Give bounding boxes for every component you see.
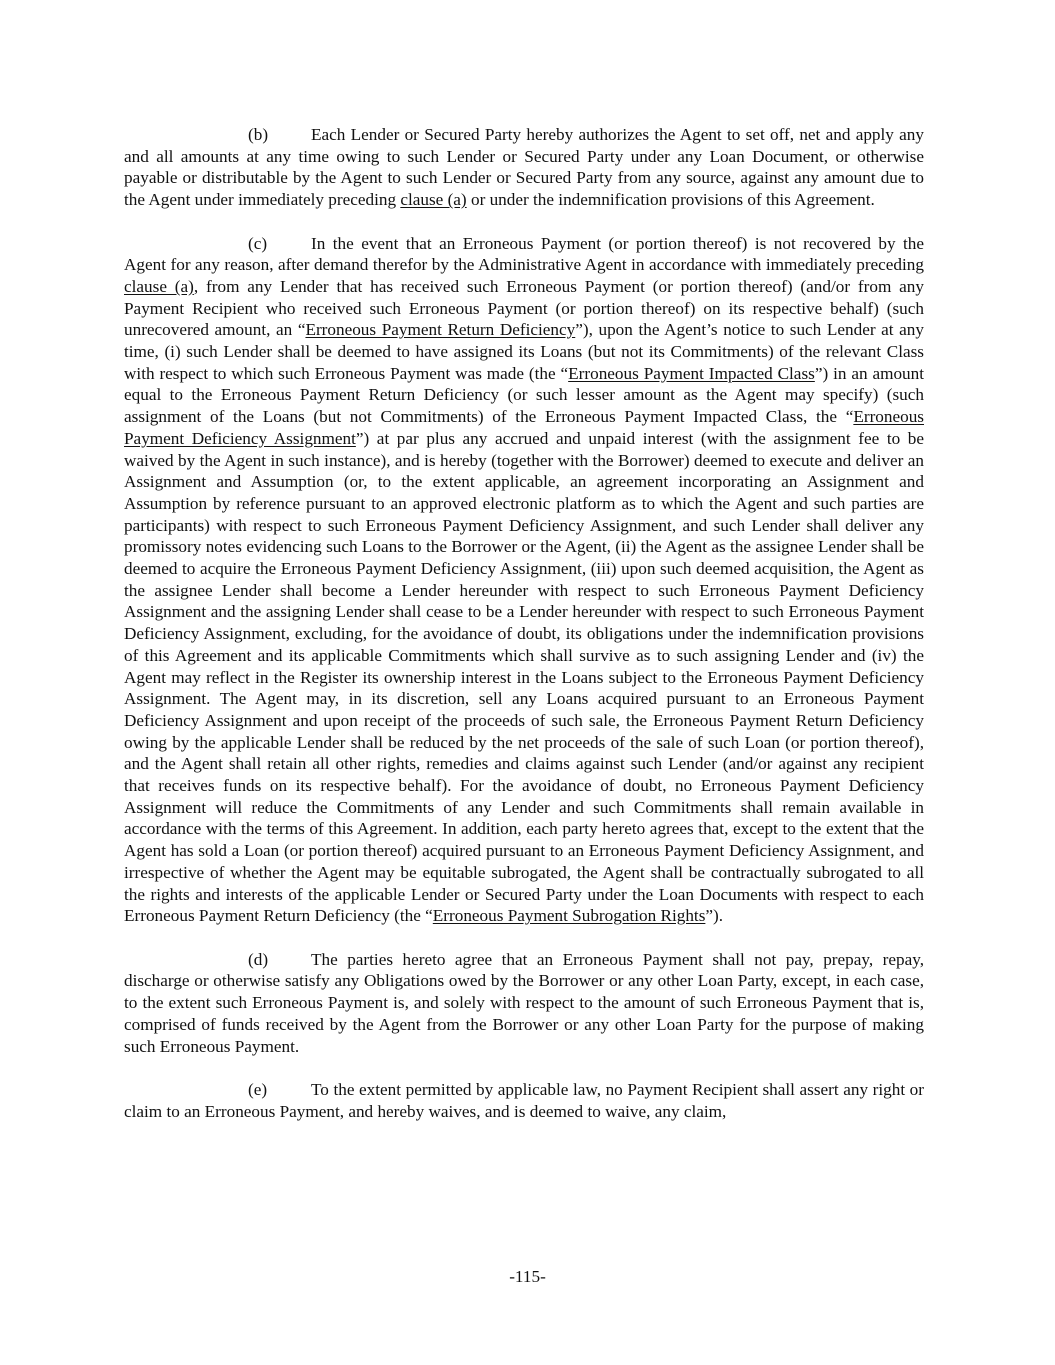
defined-term-reference: clause (a) [124,276,194,296]
defined-term-reference: clause (a) [400,190,467,210]
defined-term: Erroneous Payment Deficiency Assignment [124,407,924,448]
paragraph-text: or under the indemnification provisions of this Agreement. [466,190,875,210]
paragraph-label: (c) [248,233,268,253]
paragraph-e [124,1079,924,1122]
paragraph-text: ”). [705,906,724,926]
defined-term: Erroneous Payment Impacted Class [568,363,815,383]
paragraph-text: ”) in an amount equal to the Erroneous Payment Return Deficiency (or such lesser amount as the Agent may specify) (such assignment of the Loans (but not Commitments) of the Erroneous Payment Impacted Class, the “ [124,363,925,427]
paragraph-label: (e) [248,1079,268,1099]
paragraph-label: (d) [248,949,269,969]
paragraph-b [124,124,924,211]
paragraph-text: The parties hereto agree that an Erroneous Payment shall not pay, prepay, repay, discharge or otherwise satisfy any Obligations owed by the Borrower or any other Loan Party, except, in each case, to the extent such Erroneous Payment is, and solely with respect to the amount of such Erroneous Payment that is, comprised of funds received by the Agent from the Borrower or any other Loan Party for the purpose of making such Erroneous Payment. [124,949,924,1056]
paragraph-text: Each Lender or Secured Party hereby authorizes the Agent to set off, net and apply any and all amounts at any time owing to such Lender or Secured Party under any Loan Document, or otherwise payable or distributable by the Agent to such Lender or Secured Party from any source, against any amount due to the Agent under immediately preceding [124,125,924,210]
paragraph-label: (b) [248,125,269,144]
defined-term: Erroneous Payment Subrogation Rights [432,906,706,926]
paragraph-text: In the event that an Erroneous Payment (or portion thereof) is not recovered by the Agent for any reason, after demand therefor by the Administrative Agent in accordance with immediately preceding [124,233,924,275]
paragraph-d [124,949,924,1058]
page-number: -115- [509,1267,546,1286]
paragraph-c [124,233,924,928]
paragraph-text: ”) at par plus any accrued and unpaid interest (with the assignment fee to be waived by the Agent in such instance), and is hereby (together with the Borrower) deemed to execute and deliver an Assignment and Assumption (or, to the extent applicable, an agreement incorporating an Assignment and Assumption by reference pursuant to an approved electronic platform as to which the Agent and such parties are participants) with respect to such Erroneous Payment Deficiency Assignment, and such Lender shall deliver any promissory notes evidencing such Loans to the Borrower or the Agent, (ii) the Agent as the assignee Lender shall be deemed to acquire the Erroneous Payment Deficiency Assignment, (iii) upon such deemed acquisition, the Agent as the assignee Lender shall become a Lender hereunder with respect to such Erroneous Payment Deficiency Assignment and the assigning Lender shall cease to be a Lender hereunder with respect to such Erroneous Payment Deficiency Assignment, excluding, for the avoidance of doubt, its obligations under the indemnification provisions of this Agreement and its applicable Commitments which shall survive as to such assigning Lender and (iv) the Agent may reflect in the Register its ownership interest in the Loans subject to the Erroneous Payment Deficiency Assignment. The Agent may, in its discretion, sell any Loans acquired pursuant to an Erroneous Payment Deficiency Assignment and upon receipt of the proceeds of such sale, the Erroneous Payment Return Deficiency owing by the applicable Lender shall be reduced by the net proceeds of the sale of such Loan (or portion thereof), and the Agent shall retain all other rights, remedies and claims against such Lender (and/or against any recipient that receives funds on its respective behalf). For the avoidance of doubt, no Erroneous Payment Deficiency Assignment will reduce the Commitments of any Lender and such Commitments shall remain available in accordance with the terms of this Agreement. In addition, each party hereto agrees that, except to the extent that the Agent has sold a Loan (or portion thereof) acquired pursuant to an Erroneous Payment Deficiency Assignment, and irrespective of whether the Agent may be equitable subrogated, the Agent shall be contractually subrogated to all the rights and interests of the applicable Lender or Secured Party under the Loan Documents with respect to each Erroneous Payment Return Deficiency (the “ [124,428,924,926]
document-page [124,124,924,1144]
paragraph-text: , from any Lender that has received such Erroneous Payment (or portion thereof) (and/or from any Payment Recipient who received such Erroneous Payment (or portion thereof) on its respective behalf) (such unrecovered amount, an “ [124,276,924,340]
paragraph-text: ”), upon the Agent’s notice to such Lender at any time, (i) such Lender shall be deemed to have assigned its Loans (but not its Commitments) of the relevant Class with respect to which such Erroneous Payment was made (the “ [124,320,924,383]
paragraph-text: To the extent permitted by applicable law, no Payment Recipient shall assert any right or claim to an Erroneous Payment, and hereby waives, and is deemed to waive, any claim, [124,1079,924,1121]
defined-term: Erroneous Payment Return Deficiency [305,320,576,340]
